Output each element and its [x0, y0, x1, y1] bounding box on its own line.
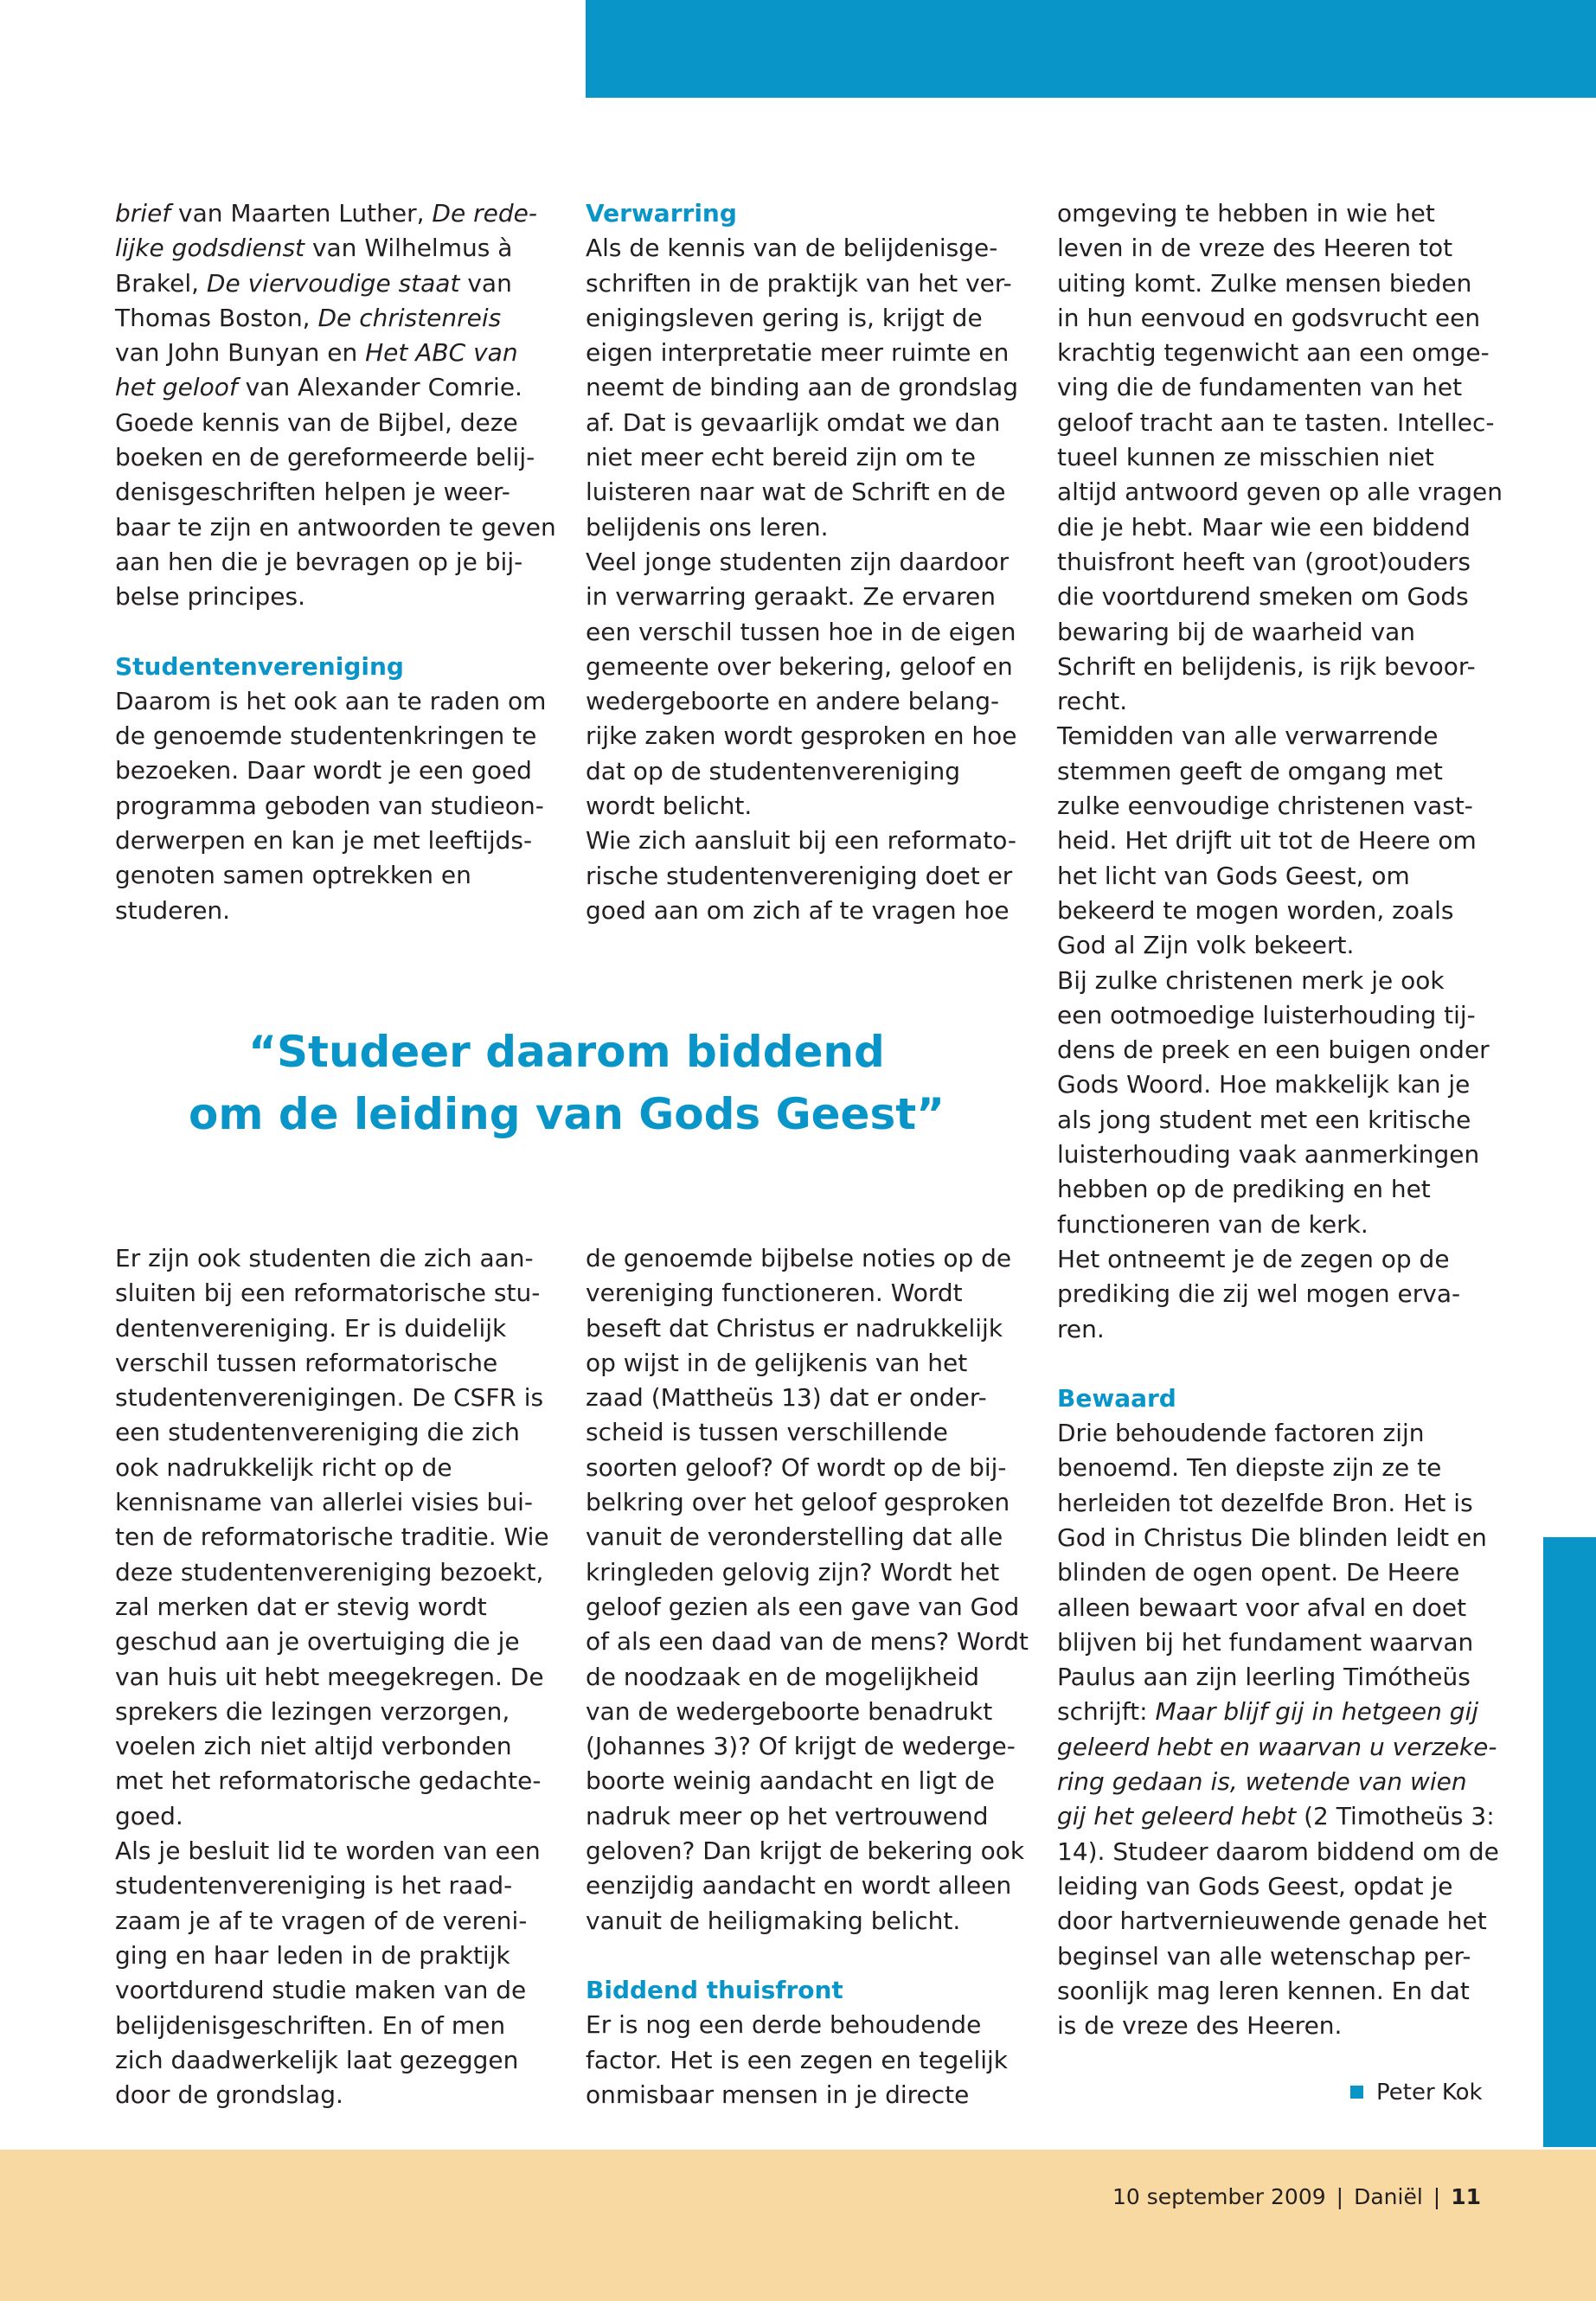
italic-title: ring gedaan is, wetende van wien [1057, 1767, 1467, 1797]
text-line: dentenvereniging. Er is duidelijk [115, 1313, 507, 1343]
text-line [1057, 196, 1490, 231]
text-line: schriften in de praktijk van het ver- [586, 268, 1012, 298]
text-segment: aan hen die je bevragen op je bij- [115, 547, 523, 576]
text-line [1057, 266, 1490, 301]
text-line [1057, 1730, 1497, 1765]
text-segment: denisgeschriften helpen je weer- [115, 478, 510, 507]
footer-date: 10 september 2009 [1112, 2184, 1326, 2209]
text-line [1057, 231, 1490, 266]
footer-info [1112, 2184, 1481, 2209]
text-segment: schrijft: [1057, 1697, 1156, 1727]
text-line: luisteren naar wat de Schrift en de [586, 478, 1006, 507]
text-segment: boeken en de gereformeerde belij- [115, 443, 535, 472]
text-line: (Johannes 3)? Of krijgt de wederge- [586, 1732, 1016, 1761]
text-line [1057, 1939, 1490, 1974]
author-name: Peter Kok [1376, 2080, 1483, 2106]
text-line [1057, 406, 1495, 440]
text-line [1057, 1277, 1490, 1311]
text-segment: luisterhouding vaak aanmerkingen [1057, 1140, 1480, 1170]
text-line: geloven? Dan krijgt de bekering ook [586, 1836, 1025, 1866]
text-line: wedergeboorte en andere belang- [586, 687, 1000, 716]
text-line: beseft dat Christus er nadrukkelijk [586, 1313, 1003, 1343]
text-line [1057, 1103, 1490, 1138]
text-segment: altijd antwoord geven op alle vragen [1057, 478, 1503, 507]
italic-title: De viervoudige staat [206, 268, 460, 298]
text-line [1057, 928, 1490, 963]
col1-top-lines2 [115, 684, 548, 928]
text-segment: blijven bij het fundament waarvan [1057, 1627, 1474, 1657]
text-line: de noodzaak en de mogelijkheid [586, 1662, 980, 1691]
footer-separator: | [1336, 2184, 1344, 2209]
text-segment: hebben op de prediking en het [1057, 1175, 1431, 1204]
text-segment: een ootmoedige luisterhouding tij- [1057, 1000, 1476, 1029]
text-segment: 14). Studeer daarom biddend om de [1057, 1836, 1499, 1866]
text-line [1057, 684, 1490, 719]
text-line: een verschil tussen hoe in de eigen [586, 617, 1016, 646]
text-line: Als je besluit lid te worden van een [115, 1836, 541, 1866]
col1-top-lines [115, 196, 556, 615]
text-line [1057, 1067, 1490, 1102]
spacer [1057, 1347, 1490, 1381]
text-line: door de grondslag. [115, 2080, 343, 2110]
text-line: vereniging functioneren. Wordt [586, 1279, 963, 1308]
text-segment: zulke eenvoudige christenen vast- [1057, 792, 1473, 821]
text-line [1057, 1904, 1490, 1939]
text-line: goed. [115, 1801, 183, 1830]
text-line [1057, 336, 1490, 370]
col1-bottom-lines [115, 1241, 548, 2112]
text-line [1057, 1138, 1490, 1172]
text-segment: functioneren van de kerk. [1057, 1209, 1368, 1239]
text-line: sprekers die lezingen verzorgen, [115, 1696, 510, 1726]
text-segment: leven in de vreze des Heeren tot [1057, 234, 1453, 263]
text-line [115, 370, 548, 405]
text-segment: baar te zijn en antwoorden te geven [115, 512, 556, 542]
text-line: kringleden gelovig zijn? Wordt het [586, 1557, 1000, 1586]
text-line: rijke zaken wordt gesproken en hoe [586, 721, 1017, 751]
text-segment: die voortdurend smeken om Gods [1057, 582, 1469, 612]
text-line [1057, 1555, 1490, 1590]
text-line: op wijst in de gelijkenis van het [586, 1348, 968, 1377]
text-segment: belse principes. [115, 582, 305, 612]
text-line: derwerpen en kan je met leeftijds- [115, 826, 533, 856]
text-line: soorten geloof? Of wordt op de bij- [586, 1452, 1007, 1482]
italic-title: geleerd hebt en waarvan u verzeke- [1057, 1732, 1497, 1761]
text-line [1057, 545, 1490, 580]
text-line: dat op de studentenvereniging [586, 756, 961, 785]
italic-title: De christenreis [317, 303, 502, 332]
col1-bottom [115, 1241, 548, 2112]
heading-verwarring: Verwarring [586, 199, 737, 228]
text-line [115, 336, 548, 370]
text-segment: uiting komt. Zulke mensen bieden [1057, 268, 1472, 298]
text-line: scheid is tussen verschillende [586, 1418, 948, 1447]
text-segment: recht. [1057, 687, 1128, 716]
text-line: een studentenvereniging die zich [115, 1418, 520, 1447]
text-line: rische studentenvereniging doet er [586, 861, 1013, 890]
text-segment: Gods Woord. Hoe makkelijk kan je [1057, 1070, 1471, 1099]
text-line: enigingsleven gering is, krijgt de [586, 303, 983, 332]
page-number: 11 [1451, 2184, 1481, 2209]
text-line: kennisname van allerlei visies bui- [115, 1488, 533, 1517]
text-segment: God al Zijn volk bekeert. [1057, 931, 1355, 960]
text-segment: ren. [1057, 1314, 1105, 1343]
col2-bottom-lines2 [586, 2008, 1018, 2112]
text-line [1057, 580, 1490, 614]
text-line [1057, 719, 1490, 753]
text-line [1057, 964, 1490, 998]
text-segment: stemmen geeft de omgang met [1057, 756, 1443, 785]
text-line: Als de kennis van de belijdenisge- [586, 234, 998, 263]
text-line: Veel jonge studenten zijn daardoor [586, 547, 1010, 576]
text-line: eenzijdig aandacht en wordt alleen [586, 1871, 1012, 1900]
text-segment: van [459, 268, 512, 298]
text-line: zaam je af te vragen of de vereni- [115, 1906, 528, 1935]
text-line [1057, 1486, 1490, 1521]
text-line: ook nadrukkelijk richt op de [115, 1452, 452, 1482]
text-segment: Thomas Boston, [115, 303, 318, 332]
text-line [115, 196, 548, 231]
text-line: af. Dat is gevaarlijk omdat we dan [586, 407, 1001, 437]
text-line: zal merken dat er stevig wordt [115, 1592, 487, 1621]
text-line: belijdenis ons leren. [586, 512, 829, 542]
footer-separator: | [1433, 2184, 1441, 2209]
text-line: ten de reformatorische traditie. Wie [115, 1522, 549, 1552]
text-line: sluiten bij een reformatorische stu- [115, 1279, 541, 1308]
pull-quote-line-1: “Studeer daarom biddend [248, 1027, 885, 1077]
text-line [1057, 1312, 1490, 1347]
italic-title: het geloof [115, 373, 238, 402]
text-line: Wie zich aansluit bij een reformato- [586, 826, 1016, 856]
text-line: geschud aan je overtuiging die je [115, 1627, 520, 1657]
text-line: de genoemde studentenkringen te [115, 721, 537, 751]
text-line [1057, 1660, 1490, 1695]
spacer [586, 1939, 1018, 1973]
text-line: goed aan om zich af te vragen hoe [586, 895, 1010, 925]
text-line: studentenverenigingen. De CSFR is [115, 1383, 544, 1413]
text-line [1057, 859, 1490, 894]
text-segment: Schrift en belijdenis, is rijk bevoor- [1057, 651, 1476, 681]
text-segment: bekeerd te mogen worden, zoals [1057, 895, 1454, 925]
text-line [1057, 650, 1490, 684]
text-line [1057, 998, 1490, 1033]
italic-title: Maar blijf gij in hetgeen gij [1155, 1697, 1479, 1727]
text-segment: als jong student met een kritische [1057, 1105, 1471, 1134]
text-segment: soonlijk mag leren kennen. En dat [1057, 1976, 1470, 2005]
text-segment: Het ontneemt je de zegen op de [1057, 1244, 1450, 1273]
text-line: deze studentenvereniging bezoekt, [115, 1557, 544, 1586]
italic-title: lijke godsdienst [115, 234, 305, 263]
text-segment: het licht van Gods Geest, om [1057, 861, 1410, 890]
text-line [1057, 824, 1490, 858]
text-segment: Drie behoudende factoren zijn [1057, 1419, 1425, 1448]
text-line [1057, 1974, 1490, 2009]
heading-bewaard: Bewaard [1057, 1383, 1176, 1413]
text-line: verschil tussen reformatorische [115, 1348, 498, 1377]
text-segment: is de vreze des Heeren. [1057, 2011, 1343, 2041]
text-line: van huis uit hebt meegekregen. De [115, 1662, 544, 1691]
text-line: voelen zich niet altijd verbonden [115, 1732, 512, 1761]
text-line: met het reformatorische gedachte- [115, 1766, 542, 1796]
text-line: ging en haar leden in de praktijk [115, 1940, 510, 1970]
footer-magazine: Daniël [1354, 2184, 1423, 2209]
text-segment: van Alexander Comrie. [237, 373, 522, 402]
text-segment: alleen bewaart voor afval en doet [1057, 1593, 1467, 1622]
italic-title: gij het geleerd hebt [1057, 1802, 1297, 1831]
text-segment: Paulus aan zijn leerling Timótheüs [1057, 1663, 1471, 1692]
text-line: vanuit de veronderstelling dat alle [586, 1522, 1003, 1552]
text-line [1057, 1033, 1490, 1067]
text-segment: heid. Het drijft uit tot de Heere om [1057, 826, 1477, 856]
text-line [1057, 1591, 1490, 1625]
text-segment: van Wilhelmus à [304, 234, 513, 263]
text-line [115, 545, 548, 580]
italic-title: Het ABC van [365, 338, 518, 368]
text-segment: geloof tracht aan te tasten. Intellec- [1057, 407, 1495, 437]
text-line [1057, 1835, 1499, 1869]
text-line [1057, 440, 1490, 475]
text-line [1057, 1242, 1490, 1277]
col2-bottom-lines [586, 1241, 1029, 1939]
text-segment: Temidden van alle verwarrende [1057, 721, 1439, 751]
text-segment: bewaring bij de waarheid van [1057, 617, 1416, 646]
text-line: in verwarring geraakt. Ze ervaren [586, 582, 996, 612]
text-line [1057, 510, 1490, 545]
heading-biddend-thuisfront: Biddend thuisfront [586, 1975, 843, 2004]
side-color-bar [1543, 1537, 1596, 2147]
text-line: genoten samen optrekken en [115, 861, 471, 890]
top-color-bar [586, 0, 1596, 98]
text-segment: beginsel van alle wetenschap per- [1057, 1941, 1471, 1971]
text-segment: door hartvernieuwende genade het [1057, 1907, 1487, 1936]
footer-band [0, 2150, 1596, 2301]
text-line: Er zijn ook studenten die zich aan- [115, 1244, 534, 1272]
text-line: de genoemde bijbelse noties op de [586, 1244, 1012, 1272]
text-line: niet meer echt bereid zijn om te [586, 443, 977, 472]
text-line [1057, 1416, 1490, 1451]
text-line: Daarom is het ook aan te raden om [115, 686, 547, 715]
text-line [1057, 754, 1490, 789]
col2-bottom [586, 1241, 1029, 2112]
text-segment: prediking die zij wel mogen erva- [1057, 1279, 1461, 1309]
text-line [115, 440, 548, 475]
text-line: of als een daad van de mens? Wordt [586, 1627, 1029, 1657]
text-line: belkring over het geloof gesproken [586, 1488, 1010, 1517]
text-line: wordt belicht. [586, 792, 753, 821]
text-line [1057, 2009, 1490, 2043]
text-line: geloof gezien als een gave van God [586, 1592, 1020, 1621]
text-line: programma geboden van studieon- [115, 791, 544, 820]
text-line [1057, 1799, 1495, 1834]
text-line [115, 580, 548, 614]
text-line [115, 231, 548, 266]
text-segment: die je hebt. Maar wie een biddend [1057, 512, 1471, 542]
text-line: studentenvereniging is het raad- [115, 1871, 513, 1900]
pull-quote-line-2: om de leiding van Gods Geest” [189, 1089, 945, 1139]
col2-top-lines [586, 231, 1018, 928]
text-line: zaad (Mattheüs 13) dat er onder- [586, 1383, 987, 1413]
text-line: gemeente over bekering, geloof en [586, 651, 1013, 681]
text-segment: Goede kennis van de Bijbel, deze [115, 407, 518, 437]
text-line [1057, 1172, 1490, 1207]
text-segment: in hun eenvoud en godsvrucht een [1057, 303, 1481, 332]
text-segment: krachtig tegenwicht aan een omge- [1057, 338, 1490, 368]
byline-square-icon [1350, 2086, 1363, 2099]
text-line: neemt de binding aan de grondslag [586, 373, 1019, 402]
text-line [1057, 1521, 1490, 1555]
text-segment: van Maarten Luther, [170, 199, 433, 228]
text-segment: benoemd. Ten diepste zijn ze te [1057, 1453, 1442, 1483]
col2-top [586, 196, 1018, 928]
text-line [1057, 1208, 1490, 1242]
text-line: studeren. [115, 895, 231, 925]
author-byline [1350, 2080, 1483, 2106]
text-line [1057, 1869, 1490, 1904]
text-segment: herleiden tot dezelfde Bron. Het is [1057, 1488, 1473, 1517]
text-line: voortdurend studie maken van de [115, 1976, 527, 2005]
text-line: vanuit de heiligmaking belicht. [586, 1906, 961, 1935]
col1-top [115, 196, 556, 928]
text-segment: dens de preek en een buigen onder [1057, 1035, 1490, 1065]
text-line [1057, 615, 1490, 650]
text-line: onmisbaar mensen in je directe [586, 2080, 970, 2109]
italic-title: De rede- [432, 199, 537, 228]
text-line [115, 301, 548, 336]
text-line: bezoeken. Daar wordt je een goed [115, 756, 532, 785]
text-line [115, 475, 548, 510]
text-line [1057, 475, 1503, 510]
text-line [1057, 1765, 1490, 1799]
text-line [115, 510, 556, 545]
text-line [1057, 894, 1490, 928]
text-line: Er is nog een derde behoudende [586, 2010, 982, 2040]
text-line: boorte weinig aandacht en ligt de [586, 1766, 995, 1796]
text-segment: God in Christus Die blinden leidt en [1057, 1522, 1487, 1552]
text-segment: tueel kunnen ze misschien niet [1057, 443, 1434, 472]
text-segment: (2 Timotheüs 3: [1296, 1802, 1495, 1831]
heading-studentenvereniging: Studentenvereniging [115, 651, 404, 681]
text-segment: van John Bunyan en [115, 338, 366, 368]
text-line: van de wedergeboorte benadrukt [586, 1696, 993, 1726]
text-segment: leiding van Gods Geest, opdat je [1057, 1871, 1453, 1900]
text-line: factor. Het is een zegen en tegelijk [586, 2045, 1008, 2074]
text-line [1057, 301, 1490, 336]
spacer [115, 615, 548, 650]
text-line [1057, 1451, 1490, 1485]
text-line: nadruk meer op het vertrouwend [586, 1801, 989, 1830]
col3 [1057, 196, 1503, 2043]
text-line [115, 266, 548, 301]
text-segment: ving die de fundamenten van het [1057, 373, 1463, 402]
text-segment: Bij zulke christenen merk je ook [1057, 965, 1445, 995]
text-segment: thuisfront heeft van (groot)ouders [1057, 547, 1471, 576]
pull-quote [104, 1021, 1029, 1145]
text-segment: blinden de ogen opent. De Heere [1057, 1558, 1460, 1587]
text-segment: omgeving te hebben in wie het [1057, 199, 1435, 228]
text-line: eigen interpretatie meer ruimte en [586, 338, 1010, 368]
italic-title: brief [115, 199, 171, 228]
text-line: belijdenisgeschriften. En of men [115, 2010, 506, 2040]
text-line [1057, 789, 1490, 824]
text-line [1057, 1695, 1490, 1729]
col3-lines2 [1057, 1416, 1499, 2043]
text-line [1057, 370, 1490, 405]
text-segment: Brakel, [115, 268, 207, 298]
text-line [1057, 1625, 1490, 1660]
text-line [115, 406, 548, 440]
col3-lines [1057, 196, 1503, 1347]
text-line: zich daadwerkelijk laat gezeggen [115, 2045, 519, 2074]
